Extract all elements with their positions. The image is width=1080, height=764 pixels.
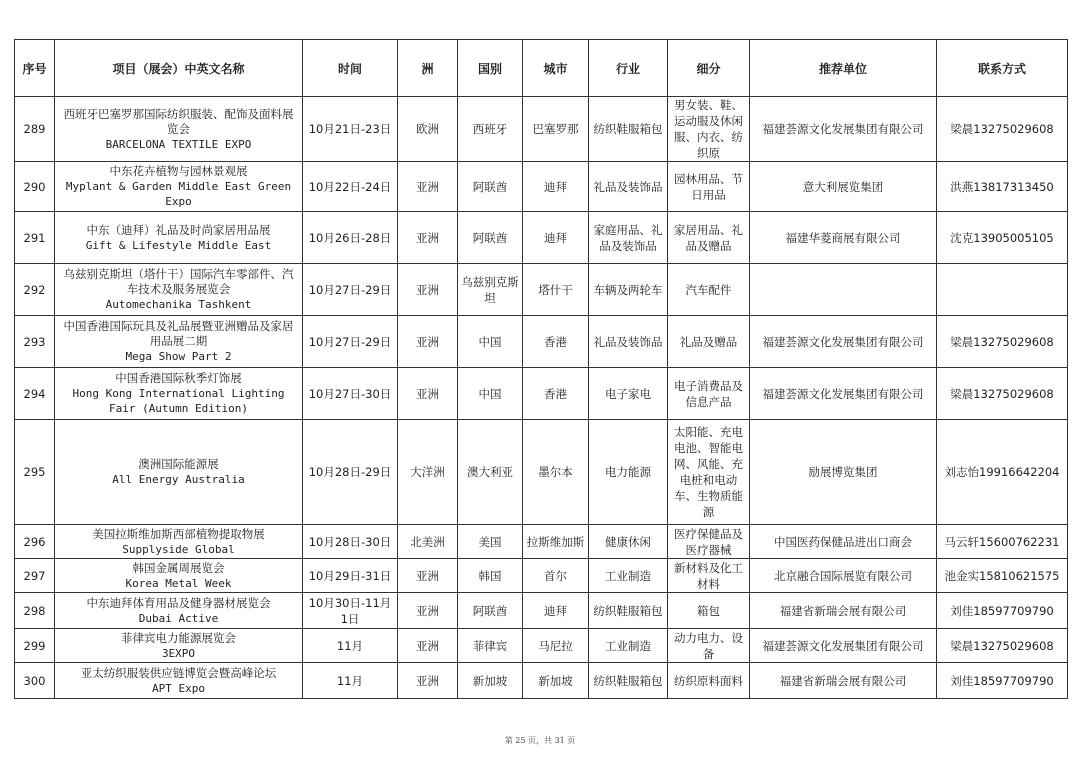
column-header: 时间 <box>303 40 398 97</box>
name-english: Dubai Active <box>138 611 219 625</box>
cell-contact <box>937 264 1068 316</box>
cell-name <box>55 97 303 162</box>
page-footer: 第 25 页，共 31 页 <box>504 736 576 745</box>
cell-contact: 沈克13905005105 <box>937 212 1068 264</box>
cell-country: 乌兹别克斯坦 <box>458 264 523 316</box>
name-chinese: 韩国金属周展览会 <box>132 560 225 575</box>
name-chinese: 澳洲国际能源展 <box>138 457 219 471</box>
cell-name <box>55 525 303 559</box>
cell-recommender: 励展博览集团 <box>750 420 937 525</box>
cell-industry: 电子家电 <box>589 368 668 420</box>
name-chinese: 西班牙巴塞罗那国际纺织服装、配饰及面料展览会 <box>63 106 294 136</box>
cell-country: 中国 <box>458 316 523 368</box>
cell-industry: 工业制造 <box>589 629 668 663</box>
table-header-row <box>15 40 1068 97</box>
cell-industry: 健康休闲 <box>589 525 668 559</box>
cell-subcategory: 箱包 <box>668 593 750 629</box>
cell-time: 10月28日-29日 <box>303 420 398 525</box>
cell-country: 阿联酋 <box>458 593 523 629</box>
cell-subcategory: 电子消费品及信息产品 <box>668 368 750 420</box>
column-header: 细分 <box>668 40 750 97</box>
cell-continent: 欧洲 <box>398 97 458 162</box>
cell-city: 首尔 <box>523 559 589 593</box>
cell-contact: 马云轩15600762231 <box>937 525 1068 559</box>
table-row <box>15 525 1068 559</box>
table-row <box>15 420 1068 525</box>
cell-name <box>55 264 303 316</box>
cell-continent: 北美洲 <box>398 525 458 559</box>
table-row <box>15 559 1068 593</box>
cell-no: 295 <box>15 420 55 525</box>
cell-country: 菲律宾 <box>458 629 523 663</box>
cell-country: 新加坡 <box>458 663 523 699</box>
cell-time: 10月30日-11月1日 <box>303 593 398 629</box>
cell-time: 11月 <box>303 663 398 699</box>
cell-contact: 刘佳18597709790 <box>937 593 1068 629</box>
cell-industry: 工业制造 <box>589 559 668 593</box>
cell-subcategory: 男女装、鞋、运动服及休闲服、内衣、纺织原 <box>668 97 750 162</box>
cell-recommender: 北京融合国际展览有限公司 <box>750 559 937 593</box>
cell-subcategory: 礼品及赠品 <box>668 316 750 368</box>
cell-recommender: 福建荟源文化发展集团有限公司 <box>750 629 937 663</box>
cell-continent: 亚洲 <box>398 663 458 699</box>
cell-city: 迪拜 <box>523 593 589 629</box>
cell-time: 10月22日-24日 <box>303 162 398 212</box>
cell-recommender: 福建荟源文化发展集团有限公司 <box>750 316 937 368</box>
cell-recommender: 福建省新瑞会展有限公司 <box>750 593 937 629</box>
column-header: 行业 <box>589 40 668 97</box>
cell-no: 294 <box>15 368 55 420</box>
name-english: BARCELONA TEXTILE EXPO <box>105 137 252 151</box>
table-row <box>15 212 1068 264</box>
cell-no: 297 <box>15 559 55 593</box>
cell-name <box>55 368 303 420</box>
cell-continent: 亚洲 <box>398 316 458 368</box>
cell-no: 293 <box>15 316 55 368</box>
cell-country: 美国 <box>458 525 523 559</box>
table-row <box>15 629 1068 663</box>
cell-city: 塔什干 <box>523 264 589 316</box>
cell-name <box>55 162 303 212</box>
cell-country: 阿联酋 <box>458 162 523 212</box>
name-english: Gift & Lifestyle Middle East <box>85 238 272 252</box>
name-english: Korea Metal Week <box>125 576 232 590</box>
cell-recommender: 福建省新瑞会展有限公司 <box>750 663 937 699</box>
cell-recommender: 福建华菱商展有限公司 <box>750 212 937 264</box>
cell-contact: 梁晨13275029608 <box>937 316 1068 368</box>
cell-time: 10月29日-31日 <box>303 559 398 593</box>
cell-contact: 洪燕13817313450 <box>937 162 1068 212</box>
cell-name <box>55 420 303 525</box>
name-english: Supplyside Global <box>122 542 235 556</box>
cell-city: 香港 <box>523 316 589 368</box>
cell-no: 298 <box>15 593 55 629</box>
cell-city: 香港 <box>523 368 589 420</box>
cell-time: 10月27日-30日 <box>303 368 398 420</box>
cell-time: 10月28日-30日 <box>303 525 398 559</box>
cell-time: 10月27日-29日 <box>303 316 398 368</box>
name-chinese: 中国香港国际玩具及礼品展暨亚洲赠品及家居用品展二期 <box>63 319 294 348</box>
column-header: 国别 <box>458 40 523 97</box>
cell-industry: 纺织鞋服箱包 <box>589 663 668 699</box>
table-row <box>15 316 1068 368</box>
name-chinese: 亚太纺织服装供应链博览会暨高峰论坛 <box>80 665 277 680</box>
cell-time: 10月27日-29日 <box>303 264 398 316</box>
cell-contact: 梁晨13275029608 <box>937 368 1068 420</box>
column-header: 推荐单位 <box>750 40 937 97</box>
cell-country: 韩国 <box>458 559 523 593</box>
cell-subcategory: 医疗保健品及医疗器械 <box>668 525 750 559</box>
table-row <box>15 162 1068 212</box>
cell-no: 290 <box>15 162 55 212</box>
name-chinese: 中国香港国际秋季灯饰展 <box>115 371 242 385</box>
cell-no: 292 <box>15 264 55 316</box>
name-english: Automechanika Tashkent <box>105 298 252 311</box>
cell-recommender: 意大利展览集团 <box>750 162 937 212</box>
cell-recommender: 福建荟源文化发展集团有限公司 <box>750 97 937 162</box>
cell-subcategory: 太阳能、充电电池、智能电网、风能、充电桩和电动车、生物质能源 <box>668 420 750 525</box>
cell-no: 296 <box>15 525 55 559</box>
cell-recommender: 福建荟源文化发展集团有限公司 <box>750 368 937 420</box>
cell-continent: 亚洲 <box>398 559 458 593</box>
table-row <box>15 97 1068 162</box>
cell-country: 中国 <box>458 368 523 420</box>
cell-continent: 亚洲 <box>398 264 458 316</box>
cell-continent: 亚洲 <box>398 593 458 629</box>
cell-country: 阿联酋 <box>458 212 523 264</box>
cell-country: 西班牙 <box>458 97 523 162</box>
cell-city: 新加坡 <box>523 663 589 699</box>
cell-subcategory: 动力电力、设备 <box>668 629 750 663</box>
name-chinese: 中东花卉植物与园林景观展 <box>109 164 248 178</box>
cell-industry: 电力能源 <box>589 420 668 525</box>
cell-city: 马尼拉 <box>523 629 589 663</box>
cell-industry: 礼品及装饰品 <box>589 162 668 212</box>
cell-name <box>55 316 303 368</box>
cell-subcategory: 汽车配件 <box>668 264 750 316</box>
name-chinese: 中东迪拜体育用品及健身器材展览会 <box>86 595 271 610</box>
cell-contact: 刘志怡19916642204 <box>937 420 1068 525</box>
cell-name <box>55 212 303 264</box>
cell-city: 迪拜 <box>523 212 589 264</box>
cell-contact: 梁晨13275029608 <box>937 97 1068 162</box>
cell-continent: 亚洲 <box>398 162 458 212</box>
cell-city: 拉斯维加斯 <box>523 525 589 559</box>
name-chinese: 中东（迪拜）礼品及时尚家居用品展 <box>86 222 271 237</box>
name-chinese: 美国拉斯维加斯西部植物提取物展 <box>92 526 265 541</box>
cell-no: 299 <box>15 629 55 663</box>
cell-industry: 礼品及装饰品 <box>589 316 668 368</box>
cell-no: 289 <box>15 97 55 162</box>
cell-no: 291 <box>15 212 55 264</box>
name-chinese: 菲律宾电力能源展览会 <box>121 630 236 645</box>
cell-industry: 纺织鞋服箱包 <box>589 97 668 162</box>
name-english: APT Expo <box>152 681 205 695</box>
name-english: All Energy Australia <box>112 473 245 486</box>
name-english: Mega Show Part 2 <box>125 350 232 363</box>
cell-no: 300 <box>15 663 55 699</box>
cell-city: 墨尔本 <box>523 420 589 525</box>
cell-contact: 池金实15810621575 <box>937 559 1068 593</box>
cell-industry: 家庭用品、礼品及装饰品 <box>589 212 668 264</box>
table-row <box>15 264 1068 316</box>
cell-contact: 梁晨13275029608 <box>937 629 1068 663</box>
name-chinese: 乌兹别克斯坦（塔什干）国际汽车零部件、汽车技术及服务展览会 <box>63 267 294 296</box>
column-header: 项目（展会）中英文名称 <box>55 40 303 97</box>
cell-industry: 车辆及两轮车 <box>589 264 668 316</box>
cell-subcategory: 园林用品、节日用品 <box>668 162 750 212</box>
cell-country: 澳大利亚 <box>458 420 523 525</box>
cell-recommender: 中国医药保健品进出口商会 <box>750 525 937 559</box>
cell-continent: 亚洲 <box>398 368 458 420</box>
name-english: Myplant & Garden Middle East Green Expo <box>65 180 292 208</box>
cell-city: 迪拜 <box>523 162 589 212</box>
column-header: 联系方式 <box>937 40 1068 97</box>
column-header: 序号 <box>15 40 55 97</box>
column-header: 洲 <box>398 40 458 97</box>
cell-name <box>55 629 303 663</box>
table-row <box>15 663 1068 699</box>
name-english: 3EXPO <box>161 646 196 660</box>
exhibition-table <box>14 39 1068 699</box>
cell-recommender <box>750 264 937 316</box>
cell-name <box>55 559 303 593</box>
cell-continent: 亚洲 <box>398 629 458 663</box>
cell-subcategory: 家居用品、礼品及赠品 <box>668 212 750 264</box>
cell-continent: 亚洲 <box>398 212 458 264</box>
cell-industry: 纺织鞋服箱包 <box>589 593 668 629</box>
table-row <box>15 593 1068 629</box>
cell-time: 11月 <box>303 629 398 663</box>
cell-continent: 大洋洲 <box>398 420 458 525</box>
cell-city: 巴塞罗那 <box>523 97 589 162</box>
cell-name <box>55 663 303 699</box>
cell-subcategory: 纺织原料面料 <box>668 663 750 699</box>
column-header: 城市 <box>523 40 589 97</box>
cell-contact: 刘佳18597709790 <box>937 663 1068 699</box>
cell-time: 10月26日-28日 <box>303 212 398 264</box>
cell-subcategory: 新材料及化工材料 <box>668 559 750 593</box>
name-english: Hong Kong International Lighting Fair (Autumn Edition) <box>72 387 285 415</box>
table-row <box>15 368 1068 420</box>
cell-time: 10月21日-23日 <box>303 97 398 162</box>
cell-name <box>55 593 303 629</box>
